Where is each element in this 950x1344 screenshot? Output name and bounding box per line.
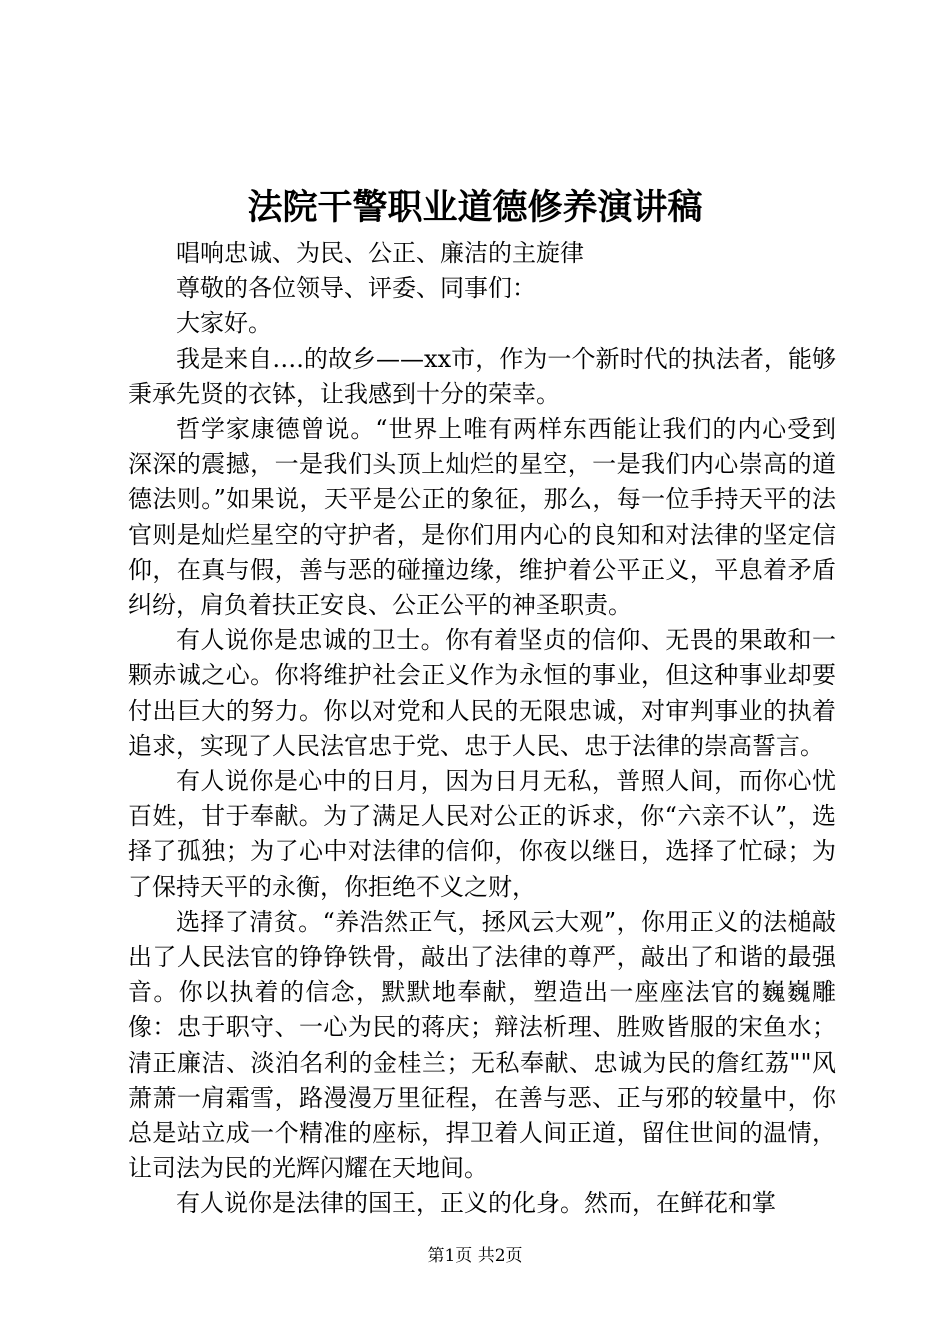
paragraph-subtitle: 唱响忠诚、为民、公正、廉洁的主旋律 xyxy=(176,239,584,267)
paragraph-greeting: 大家好。 xyxy=(176,309,272,338)
paragraph-law-king: 有人说你是法律的国王，正义的化身。然而，在鲜花和掌 xyxy=(176,1189,776,1218)
document-body xyxy=(128,236,836,1222)
paragraph-kant: 哲学家康德曾说。“世界上唯有两样东西能让我们的内心受到深深的震撼，一是我们头顶上灿烂的星空，一是我们内心崇高的道德法则。”如果说，天平是公正的象征，那么，每一位手持天平的法官则是灿烂星空的守护者，是你们用内心的良知和对法律的坚定信仰，在真与假，善与恶的碰撞边缘，维护着公平正义，平息着矛盾纠纷，肩负着扶正安良、公正公平的神圣职责。 xyxy=(128,415,836,620)
page-footer: 第1页 共2页 xyxy=(427,1246,523,1266)
paragraph-loyal-guard: 有人说你是忠诚的卫士。你有着坚贞的信仰、无畏的果敢和一颗赤诚之心。你将维护社会正义作为永恒的事业，但这种事业却要付出巨大的努力。你以对党和人民的无限忠诚，对审判事业的执着追求，实现了人民法官忠于党、忠于人民、忠于法律的崇高誓言。 xyxy=(128,626,836,760)
paragraph-salutation: 尊敬的各位领导、评委、同事们： xyxy=(176,274,536,303)
paragraph-intro: 我是来自….的故乡——xx市，作为一个新时代的执法者，能够秉承先贤的衣钵，让我感到十分的荣幸。 xyxy=(128,344,836,408)
paragraph-poverty: 选择了清贫。“养浩然正气，拯风云大观”，你用正义的法槌敲出了人民法官的铮铮铁骨，敲出了法律的尊严，敲出了和谐的最强音。你以执着的信念，默默地奉献，塑造出一座座法官的巍巍雕像：忠于职守、一心为民的蒋庆；辩法析理、胜败皆服的宋鱼水；清正廉洁、淡泊名利的金桂兰；无私奉献、忠诚为民的詹红荔""风萧萧一肩霜雪，路漫漫万里征程，在善与恶、正与邪的较量中，你总是站立成一个精准的座标，捍卫着人间正道，留住世间的温情，让司法为民的光辉闪耀在天地间。 xyxy=(128,907,836,1183)
paragraph-sun-moon: 有人说你是心中的日月，因为日月无私，普照人间，而你心忧百姓，甘于奉献。为了满足人民对公正的诉求，你“六亲不认”，选择了孤独；为了心中对法律的信仰，你夜以继日，选择了忙碌；为了保持天平的永衡，你拒绝不义之财， xyxy=(128,767,836,901)
document-title: 法院干警职业道德修养演讲稿 xyxy=(247,187,703,228)
